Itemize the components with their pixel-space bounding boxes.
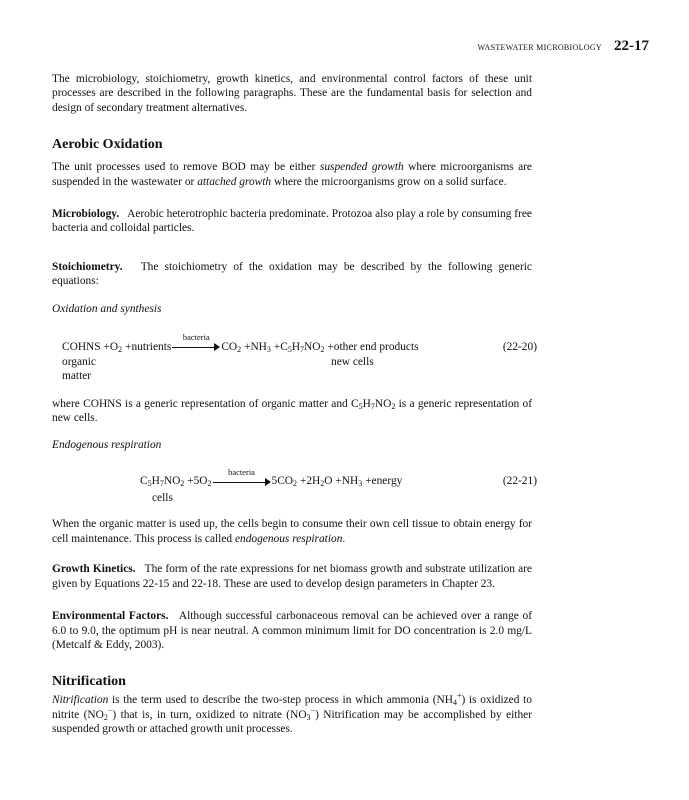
page-number: 22-17 (614, 38, 649, 54)
growth-kinetics-paragraph: Growth Kinetics. The form of the rate expressions for net biomass growth and substrate utilization are given by Equations 22-15 and 22-18. These are used to develop design parameters in Chapter 23. (52, 563, 532, 590)
growth-kinetics-lead: Growth Kinetics. (52, 563, 136, 576)
environmental-factors-lead: Environmental Factors. (52, 610, 169, 623)
running-head (478, 38, 649, 55)
environmental-factors-paragraph: Environmental Factors. Although successful carbonaceous removal can be achieved over a range of 6.0 to 9.0, the optimum pH is near neutral. A common minimum limit for DO concentration is 2.0 mg/L (Metcalf & Eddy, 2003). (52, 610, 533, 651)
running-title: WASTEWATER MICROBIOLOGY (477, 43, 602, 52)
intro-paragraph: The microbiology, stoichiometry, growth kinetics, and environmental control factors of these unit processes are described in the following paragraphs. These are the fundamental basis for selection and design of secondary treatment alternatives. (52, 73, 532, 114)
label-organic: organic (62, 355, 96, 368)
heading-aerobic-oxidation: Aerobic Oxidation (52, 137, 163, 153)
nitrification-paragraph: Nitrification is the term used to describe the two-step process in which ammonia $(NH_4^+)$ is oxidized to nitrite $(NO_2^-)$ that is, in turn, oxidized to nitrate $(NO_3^-)$ Nitrification may be accomplished by either suspended growth or attached growth unit processes. (52, 691, 533, 736)
stoichiometry-lead: Stoichiometry. (52, 260, 123, 273)
caption-endogenous-respiration: Endogenous respiration (52, 439, 162, 452)
caption-oxidation-synthesis: Oxidation and synthesis (52, 302, 162, 315)
microbiology-paragraph: Microbiology. Aerobic heterotrophic bacteria predominate. Protozoa also play a role by consuming free bacteria and colloidal particles. (52, 208, 532, 235)
stoichiometry-paragraph: Stoichiometry. The stoichiometry of the oxidation may be described by the following generic equations: (52, 260, 532, 288)
where-paragraph: where COHNS is a generic representation of organic matter and $C_5H_7NO_2$ is a generic representation of new cells. (52, 397, 532, 425)
equation-22-20: COHNS $+O_2$ +nutrients bacteria $CO_2 +NH_3 +C_5H_7NO_2$ +other end products (22-20) organic matter new cells (62, 332, 537, 382)
main-content (52, 72, 537, 749)
endogenous-paragraph: When the organic matter is used up, the cells begin to consume their own cell tissue to obtain energy for cell maintenance. This process is called endogenous respiration. (52, 518, 532, 545)
equation-number: (22-21) (502, 475, 537, 488)
label-new-cells: new cells (331, 355, 374, 368)
label-matter: matter (62, 369, 92, 382)
reaction-arrow: bacteria (172, 342, 220, 352)
equation-22-21: $C_5H_7NO_2 +5O_2$ bacteria $5CO_2 +2H_2O +NH_3$ +energy (22-21) cells (140, 466, 537, 505)
microbiology-lead: Microbiology. (52, 208, 120, 221)
aerobic-paragraph: The unit processes used to remove BOD may be either suspended growth where microorganisms are suspended in the wastewater or attached growth where the microorganisms grow on a solid surface. (52, 161, 532, 188)
equation-number: (22-20) (502, 340, 537, 353)
label-cells: cells (152, 492, 173, 505)
heading-nitrification: Nitrification (52, 674, 126, 690)
reaction-arrow: bacteria (213, 477, 271, 487)
